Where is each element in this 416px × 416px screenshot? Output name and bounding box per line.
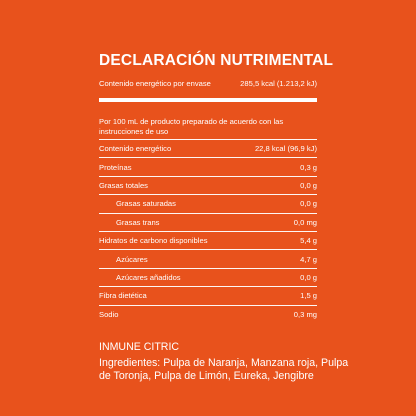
nutrient-row	[99, 213, 317, 231]
ingredients-text: Ingredientes: Pulpa de Naranja, Manzana roja, Pulpa de Toronja, Pulpa de Limón, Eureka, Jengibre	[99, 356, 349, 383]
nutrient-value: 0,3 mg	[293, 309, 317, 319]
nutrient-row	[99, 268, 317, 286]
nutrient-value: 0,0 g	[300, 272, 317, 282]
energy-per-pack-value: 285,5 kcal (1.213,2 kJ)	[240, 79, 317, 88]
nutrient-label: Fibra dietética	[99, 291, 147, 301]
nutrient-label: Contenido energético	[99, 144, 172, 154]
nutrient-row	[99, 176, 317, 194]
nutrient-table	[99, 139, 317, 323]
nutrient-label: Azúcares	[116, 254, 148, 264]
nutrient-label: Grasas totales	[99, 180, 148, 190]
energy-per-pack-label: Contenido energético por envase	[99, 79, 211, 88]
nutrient-label: Hidratos de carbono disponibles	[99, 236, 208, 246]
nutrient-value: 0,0 g	[300, 180, 317, 190]
nutrient-label: Azúcares añadidos	[116, 272, 181, 282]
nutrient-row	[99, 157, 317, 175]
nutrient-row	[99, 139, 317, 157]
nutrient-value: 5,4 g	[300, 236, 317, 246]
nutrient-value: 0,3 g	[300, 162, 317, 172]
nutrition-panel	[99, 52, 349, 384]
nutrient-row	[99, 305, 317, 323]
nutrient-row	[99, 286, 317, 304]
section-divider	[99, 98, 317, 102]
nutrient-row	[99, 231, 317, 249]
nutrient-value: 1,5 g	[300, 291, 317, 301]
product-name: INMUNE CITRIC	[99, 340, 180, 353]
nutrient-value: 4,7 g	[300, 254, 317, 264]
panel-title: DECLARACIÓN NUTRIMENTAL	[99, 52, 334, 69]
energy-per-pack-row	[99, 79, 317, 89]
nutrient-value: 22,8 kcal (96,9 kJ)	[254, 144, 317, 154]
nutrient-value: 0,0 g	[300, 199, 317, 209]
serving-description: Por 100 mL de producto preparado de acuerdo con las instrucciones de uso	[99, 117, 284, 136]
nutrient-label: Grasas saturadas	[116, 199, 176, 209]
nutrient-label: Sodio	[99, 309, 119, 319]
nutrient-row	[99, 194, 317, 212]
nutrient-label: Grasas trans	[116, 217, 160, 227]
nutrient-label: Proteínas	[99, 162, 132, 172]
nutrient-value: 0,0 mg	[293, 217, 317, 227]
nutrient-row	[99, 249, 317, 267]
